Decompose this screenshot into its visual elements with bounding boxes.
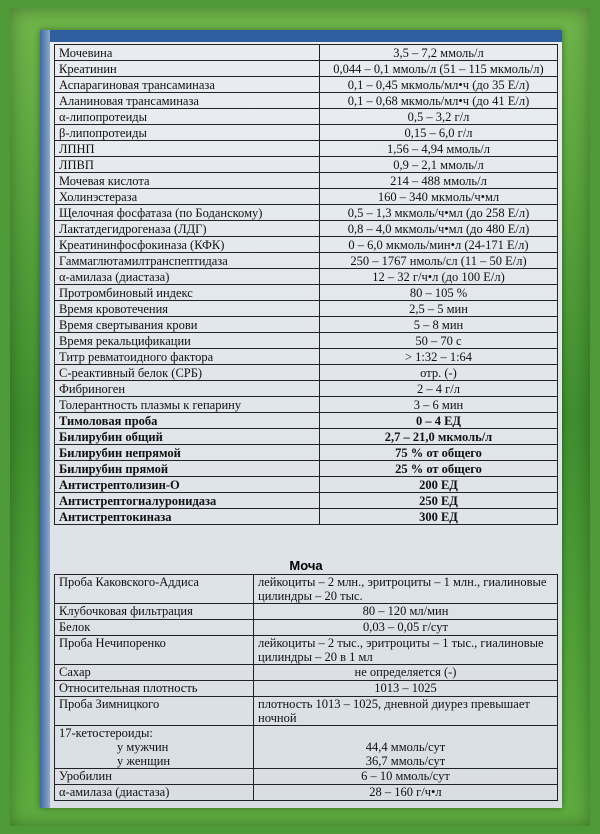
row-name: α-амилаза (диастаза) [55, 785, 254, 801]
table-row [55, 253, 558, 269]
row-value: 0,1 – 0,45 мкмоль/мл•ч (до 35 Е/л) [320, 77, 558, 93]
row-name: Антистрептолизин-О [55, 477, 320, 493]
row-name: Проба Зимницкого [55, 697, 254, 726]
table-row [55, 205, 558, 221]
row-value: 2,5 – 5 мин [320, 301, 558, 317]
row-name: α-липопротеиды [55, 109, 320, 125]
row-value: не определяется (-) [254, 665, 558, 681]
row-name: Аспарагиновая трансаминаза [55, 77, 320, 93]
row-value: 300 ЕД [320, 509, 558, 525]
table-row [55, 109, 558, 125]
row-value: 3,5 – 7,2 ммоль/л [320, 45, 558, 61]
document-sheet [40, 30, 562, 808]
table-row [55, 189, 558, 205]
table-row [55, 429, 558, 445]
row-value: 1013 – 1025 [254, 681, 558, 697]
table-row [55, 604, 558, 620]
row-name-main: 17-кетостероиды: [59, 726, 153, 740]
table-row [55, 636, 558, 665]
row-name: Относительная плотность [55, 681, 254, 697]
row-value: 0,1 – 0,68 мкмоль/мл•ч (до 41 Е/л) [320, 93, 558, 109]
table-row [55, 665, 558, 681]
table-row [55, 413, 558, 429]
table-row [55, 125, 558, 141]
row-name: Клубочковая фильтрация [55, 604, 254, 620]
row-value: 2,7 – 21,0 мкмоль/л [320, 429, 558, 445]
section-title-urine: Моча [289, 558, 323, 573]
row-value: лейкоциты – 2 млн., эритроциты – 1 млн., гиалиновые цилиндры – 20 тыс. [254, 575, 558, 604]
row-name: Креатинин [55, 61, 320, 77]
row-name: Проба Нечипоренко [55, 636, 254, 665]
table-row [55, 349, 558, 365]
row-value: 0,5 – 3,2 г/л [320, 109, 558, 125]
row-value [254, 726, 558, 769]
row-value: 1,56 – 4,94 ммоль/л [320, 141, 558, 157]
row-value: 28 – 160 г/ч•л [254, 785, 558, 801]
table-row [55, 620, 558, 636]
table-row [55, 237, 558, 253]
row-name: Холинэстераза [55, 189, 320, 205]
row-name: Время рекальцификации [55, 333, 320, 349]
row-name: Гаммаглютамилтранспептидаза [55, 253, 320, 269]
row-value: 25 % от общего [320, 461, 558, 477]
table-row [55, 61, 558, 77]
row-name: α-амилаза (диастаза) [55, 269, 320, 285]
row-value: плотность 1013 – 1025, дневной диурез превышает ночной [254, 697, 558, 726]
row-value: 75 % от общего [320, 445, 558, 461]
table-row [55, 681, 558, 697]
row-name: Креатининфосфокиназа (КФК) [55, 237, 320, 253]
table-row [55, 769, 558, 785]
row-name: Белок [55, 620, 254, 636]
row-name: Антистрептогиалуронидаза [55, 493, 320, 509]
table-row [55, 77, 558, 93]
row-value: 0,9 – 2,1 ммоль/л [320, 157, 558, 173]
row-name: Щелочная фосфатаза (по Боданскому) [55, 205, 320, 221]
row-value: отр. (-) [320, 365, 558, 381]
row-name: β-липопротеиды [55, 125, 320, 141]
row-name: ЛПНП [55, 141, 320, 157]
row-name: Мочевина [55, 45, 320, 61]
row-value: 0 – 6,0 мкмоль/мин•л (24-171 Е/л) [320, 237, 558, 253]
row-value: 214 – 488 ммоль/л [320, 173, 558, 189]
row-value: 250 – 1767 нмоль/сл (11 – 50 Е/л) [320, 253, 558, 269]
row-value: 2 – 4 г/л [320, 381, 558, 397]
row-subname-men: у мужчин [117, 740, 169, 754]
table-row [55, 93, 558, 109]
table-row [55, 445, 558, 461]
row-name: Проба Каковского-Аддиса [55, 575, 254, 604]
table-row [55, 157, 558, 173]
row-name: Время свертывания крови [55, 317, 320, 333]
table-row [55, 173, 558, 189]
row-subname-women: у женщин [117, 754, 171, 768]
row-value: 250 ЕД [320, 493, 558, 509]
blood-reference-table [54, 44, 558, 525]
table-row [55, 397, 558, 413]
row-value: 80 – 120 мл/мин [254, 604, 558, 620]
table-row [55, 461, 558, 477]
row-name: С-реактивный белок (СРБ) [55, 365, 320, 381]
row-value: 0 – 4 ЕД [320, 413, 558, 429]
table-row [55, 381, 558, 397]
row-name: Лактатдегидрогеназа (ЛДГ) [55, 221, 320, 237]
table-row [55, 285, 558, 301]
row-name: Титр ревматоидного фактора [55, 349, 320, 365]
table-row [55, 269, 558, 285]
row-value: 0,044 – 0,1 ммоль/л (51 – 115 мкмоль/л) [320, 61, 558, 77]
table-row [55, 575, 558, 604]
table-row [55, 477, 558, 493]
row-name [55, 726, 254, 769]
row-name: Тимоловая проба [55, 413, 320, 429]
row-name: Билирубин прямой [55, 461, 320, 477]
row-name: Толерантность плазмы к гепарину [55, 397, 320, 413]
table-row [55, 493, 558, 509]
table-row [55, 301, 558, 317]
row-name: Время кровотечения [55, 301, 320, 317]
row-name: Антистрептокиназа [55, 509, 320, 525]
row-name: Аланиновая трансаминаза [55, 93, 320, 109]
row-value: 0,5 – 1,3 мкмоль/ч•мл (до 258 Е/л) [320, 205, 558, 221]
row-value-men: 44,4 ммоль/сут [365, 740, 446, 754]
row-value: 5 – 8 мин [320, 317, 558, 333]
row-name: ЛПВП [55, 157, 320, 173]
row-value: 80 – 105 % [320, 285, 558, 301]
table-row [55, 317, 558, 333]
row-name: Уробилин [55, 769, 254, 785]
row-value-women: 36,7 ммоль/сут [365, 754, 446, 768]
row-value: 160 – 340 мкмоль/ч•мл [320, 189, 558, 205]
table-row [55, 333, 558, 349]
row-value: 0,15 – 6,0 г/л [320, 125, 558, 141]
row-value: > 1:32 – 1:64 [320, 349, 558, 365]
row-name: Протромбиновый индекс [55, 285, 320, 301]
row-value: 0,8 – 4,0 мкмоль/ч•мл (до 480 Е/л) [320, 221, 558, 237]
table-row [55, 726, 558, 769]
urine-reference-table [54, 574, 558, 801]
table-row [55, 141, 558, 157]
row-value: 0,03 – 0,05 г/сут [254, 620, 558, 636]
row-name: Фибриноген [55, 381, 320, 397]
row-name: Билирубин общий [55, 429, 320, 445]
row-value: лейкоциты – 2 тыс., эритроциты – 1 тыс., гиалиновые цилиндры – 20 в 1 мл [254, 636, 558, 665]
table-row [55, 45, 558, 61]
row-name: Мочевая кислота [55, 173, 320, 189]
row-value: 50 – 70 с [320, 333, 558, 349]
row-name: Билирубин непрямой [55, 445, 320, 461]
table-row [55, 785, 558, 801]
table-row [55, 697, 558, 726]
table-row [55, 221, 558, 237]
row-value: 3 – 6 мин [320, 397, 558, 413]
row-value: 200 ЕД [320, 477, 558, 493]
row-name: Сахар [55, 665, 254, 681]
row-value: 12 – 32 г/ч•л (до 100 Е/л) [320, 269, 558, 285]
table-row [55, 509, 558, 525]
row-value: 6 – 10 ммоль/сут [254, 769, 558, 785]
table-row [55, 365, 558, 381]
